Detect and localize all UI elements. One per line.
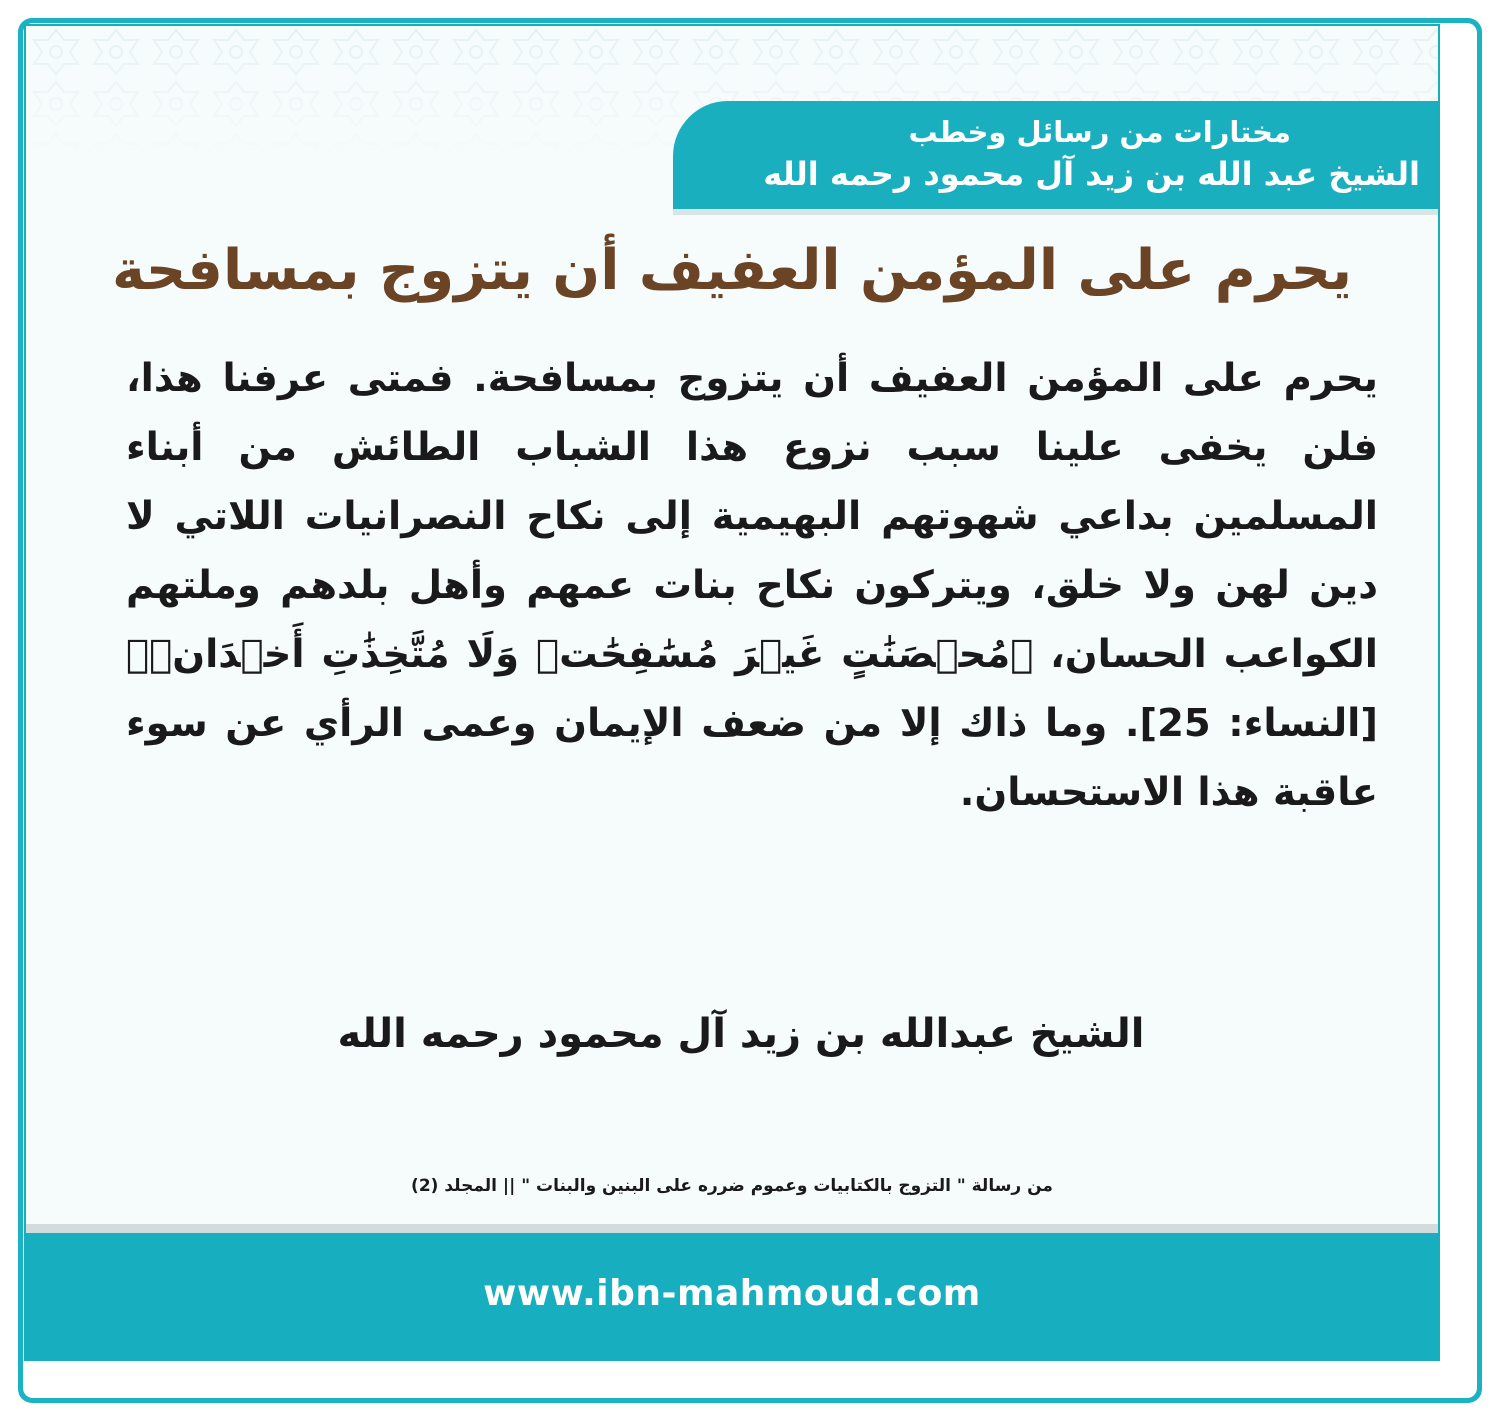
header-band: [673, 101, 1438, 209]
quran-quote: ﴿مُحۡصَنَٰتٍ غَيۡرَ مُسَٰفِحَٰتٖ وَلَا مُتَّخِذَٰتِ أَخۡدَانٖ﴾: [126, 632, 1034, 677]
content-panel: [24, 24, 1440, 1361]
header-subtitle: مختارات من رسائل وخطب: [908, 115, 1291, 149]
footer-band: [26, 1233, 1438, 1359]
divider: [26, 1224, 1438, 1233]
author-signature: الشيخ عبدالله بن زيد آل محمود رحمه الله: [337, 1011, 1145, 1057]
body-paragraph: [126, 344, 1378, 827]
page-title: يحرم على المؤمن العفيف أن يتزوج بمسافحة: [111, 238, 1353, 303]
website-link[interactable]: www.ibn-mahmoud.com: [483, 1273, 981, 1314]
source-citation: من رسالة " التزوج بالكتابيات وعموم ضرره على البنين والبنات " || المجلد (2): [411, 1176, 1053, 1196]
header-author-name: الشيخ عبد الله بن زيد آل محمود رحمه الله: [763, 155, 1420, 193]
body-text-part-1: يحرم على المؤمن العفيف أن يتزوج بمسافحة. فمتى عرفنا هذا، فلن يخفى علينا سبب نزوع هذا الشباب الطائش من أبناء المسلمين بداعي شهوتهم البهيمية إلى نكاح النصرانيات اللاتي لا دين لهن ولا خلق، ويتركون نكاح بنات عمهم وأهل بلدهم وملتهم الكواعب الحسان،: [126, 356, 1378, 677]
body-text-part-2: [النساء: 25]. وما ذاك إلا من ضعف الإيمان وعمى الرأي عن سوء عاقبة هذا الاستحسان.: [126, 701, 1378, 815]
